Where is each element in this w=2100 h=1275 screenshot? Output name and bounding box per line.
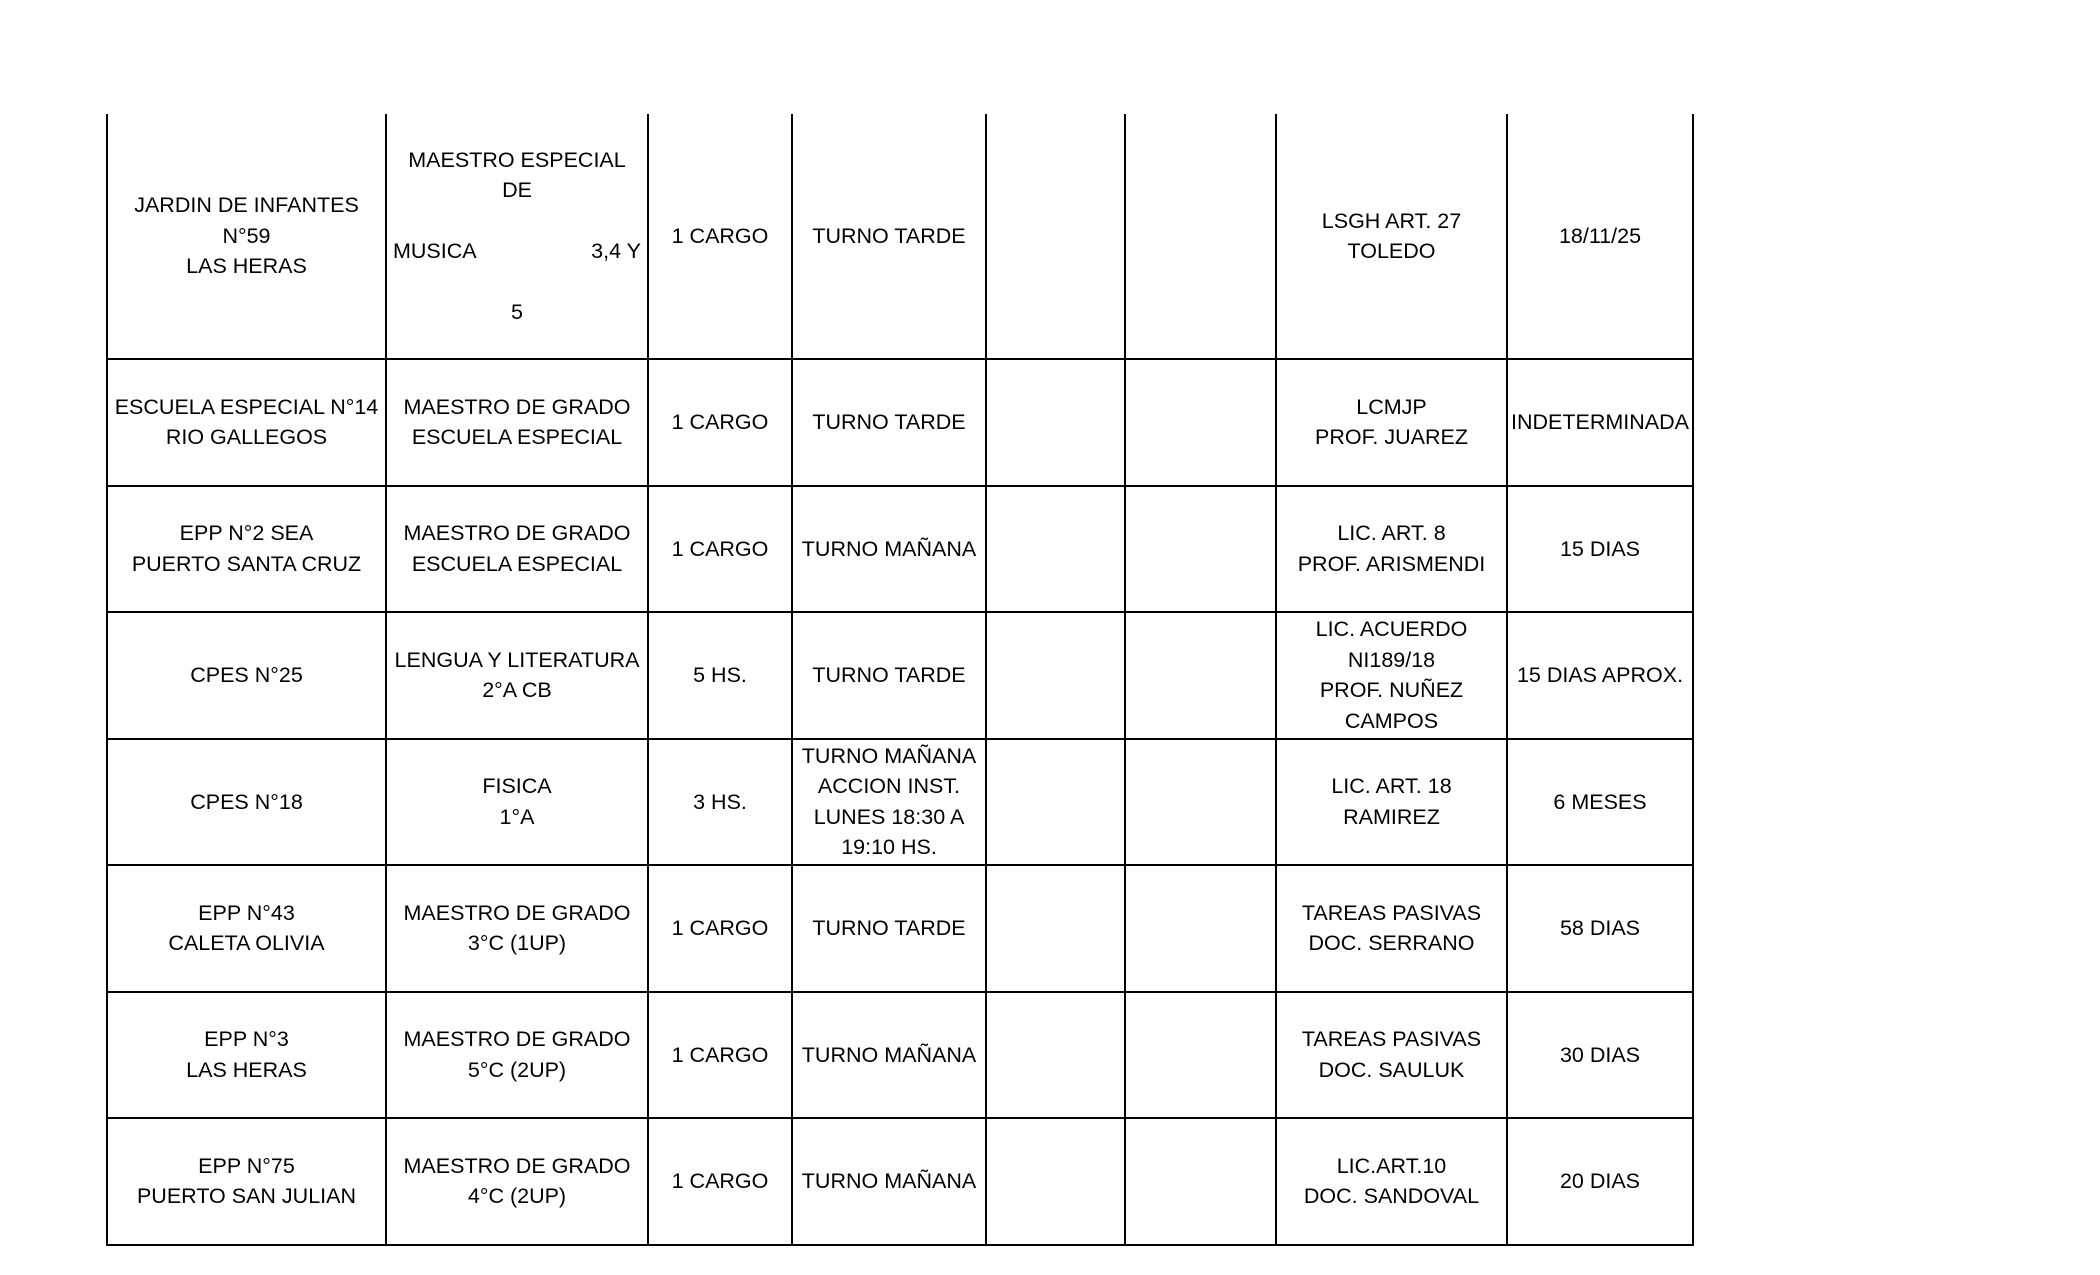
position-cell: MAESTRO DE GRADO 5°C (2UP) — [386, 992, 648, 1119]
vacancies-table — [106, 114, 1694, 1246]
empty-cell — [986, 359, 1125, 486]
empty-cell — [1125, 992, 1276, 1119]
position-line: 5 — [511, 300, 523, 324]
empty-cell — [986, 865, 1125, 992]
position-cell: FISICA 1°A — [386, 739, 648, 866]
reason-cell: LIC. ACUERDO NI189/18 PROF. NUÑEZ CAMPOS — [1276, 612, 1507, 739]
empty-cell — [1125, 865, 1276, 992]
empty-cell — [986, 114, 1125, 359]
shift-cell: TURNO MAÑANA ACCION INST. LUNES 18:30 A 19:10 HS. — [792, 739, 986, 866]
reason-cell: LIC. ART. 18 RAMIREZ — [1276, 739, 1507, 866]
reason-cell: TAREAS PASIVAS DOC. SERRANO — [1276, 865, 1507, 992]
table-row — [107, 739, 1693, 866]
school-cell: EPP N°3 LAS HERAS — [107, 992, 386, 1119]
shift-cell: TURNO TARDE — [792, 612, 986, 739]
empty-cell — [1125, 114, 1276, 359]
empty-cell — [986, 486, 1125, 613]
shift-cell: TURNO TARDE — [792, 359, 986, 486]
empty-cell — [1125, 612, 1276, 739]
empty-cell — [1125, 486, 1276, 613]
empty-cell — [986, 992, 1125, 1119]
empty-cell — [1125, 359, 1276, 486]
duration-cell: INDETERMINADA — [1507, 359, 1693, 486]
reason-cell: TAREAS PASIVAS DOC. SAULUK — [1276, 992, 1507, 1119]
duration-cell: 15 DIAS APROX. — [1507, 612, 1693, 739]
load-cell: 1 CARGO — [648, 359, 792, 486]
position-cell: LENGUA Y LITERATURA 2°A CB — [386, 612, 648, 739]
empty-cell — [986, 1118, 1125, 1245]
position-cell: MAESTRO DE GRADO 4°C (2UP) — [386, 1118, 648, 1245]
shift-cell: TURNO TARDE — [792, 114, 986, 359]
position-grades: 3,4 Y — [591, 239, 641, 263]
position-cell: MAESTRO DE GRADO ESCUELA ESPECIAL — [386, 486, 648, 613]
table-row — [107, 486, 1693, 613]
duration-cell: 30 DIAS — [1507, 992, 1693, 1119]
table-row — [107, 359, 1693, 486]
duration-cell: 58 DIAS — [1507, 865, 1693, 992]
school-cell: ESCUELA ESPECIAL N°14 RIO GALLEGOS — [107, 359, 386, 486]
school-cell: EPP N°75 PUERTO SAN JULIAN — [107, 1118, 386, 1245]
school-cell: JARDIN DE INFANTES N°59 LAS HERAS — [107, 114, 386, 359]
position-line: MAESTRO ESPECIAL DE — [408, 147, 626, 202]
school-cell: EPP N°43 CALETA OLIVIA — [107, 865, 386, 992]
reason-cell: LCMJP PROF. JUAREZ — [1276, 359, 1507, 486]
empty-cell — [1125, 1118, 1276, 1245]
shift-cell: TURNO MAÑANA — [792, 1118, 986, 1245]
load-cell: 3 HS. — [648, 739, 792, 866]
load-cell: 1 CARGO — [648, 992, 792, 1119]
position-line — [393, 236, 641, 267]
duration-cell: 18/11/25 — [1507, 114, 1693, 359]
load-cell: 1 CARGO — [648, 486, 792, 613]
reason-cell: LSGH ART. 27 TOLEDO — [1276, 114, 1507, 359]
reason-cell: LIC. ART. 8 PROF. ARISMENDI — [1276, 486, 1507, 613]
reason-cell: LIC.ART.10 DOC. SANDOVAL — [1276, 1118, 1507, 1245]
position-cell — [386, 114, 648, 359]
position-cell: MAESTRO DE GRADO ESCUELA ESPECIAL — [386, 359, 648, 486]
duration-cell: 20 DIAS — [1507, 1118, 1693, 1245]
table-row — [107, 114, 1693, 359]
table-row — [107, 612, 1693, 739]
load-cell: 1 CARGO — [648, 865, 792, 992]
shift-cell: TURNO MAÑANA — [792, 486, 986, 613]
school-cell: CPES N°25 — [107, 612, 386, 739]
empty-cell — [986, 739, 1125, 866]
load-cell: 5 HS. — [648, 612, 792, 739]
empty-cell — [986, 612, 1125, 739]
position-subject: MUSICA — [393, 239, 477, 263]
shift-cell: TURNO MAÑANA — [792, 992, 986, 1119]
empty-cell — [1125, 739, 1276, 866]
table-row — [107, 1118, 1693, 1245]
load-cell: 1 CARGO — [648, 1118, 792, 1245]
school-cell: CPES N°18 — [107, 739, 386, 866]
duration-cell: 15 DIAS — [1507, 486, 1693, 613]
load-cell: 1 CARGO — [648, 114, 792, 359]
position-cell: MAESTRO DE GRADO 3°C (1UP) — [386, 865, 648, 992]
shift-cell: TURNO TARDE — [792, 865, 986, 992]
table-row — [107, 992, 1693, 1119]
school-cell: EPP N°2 SEA PUERTO SANTA CRUZ — [107, 486, 386, 613]
duration-cell: 6 MESES — [1507, 739, 1693, 866]
table-row — [107, 865, 1693, 992]
